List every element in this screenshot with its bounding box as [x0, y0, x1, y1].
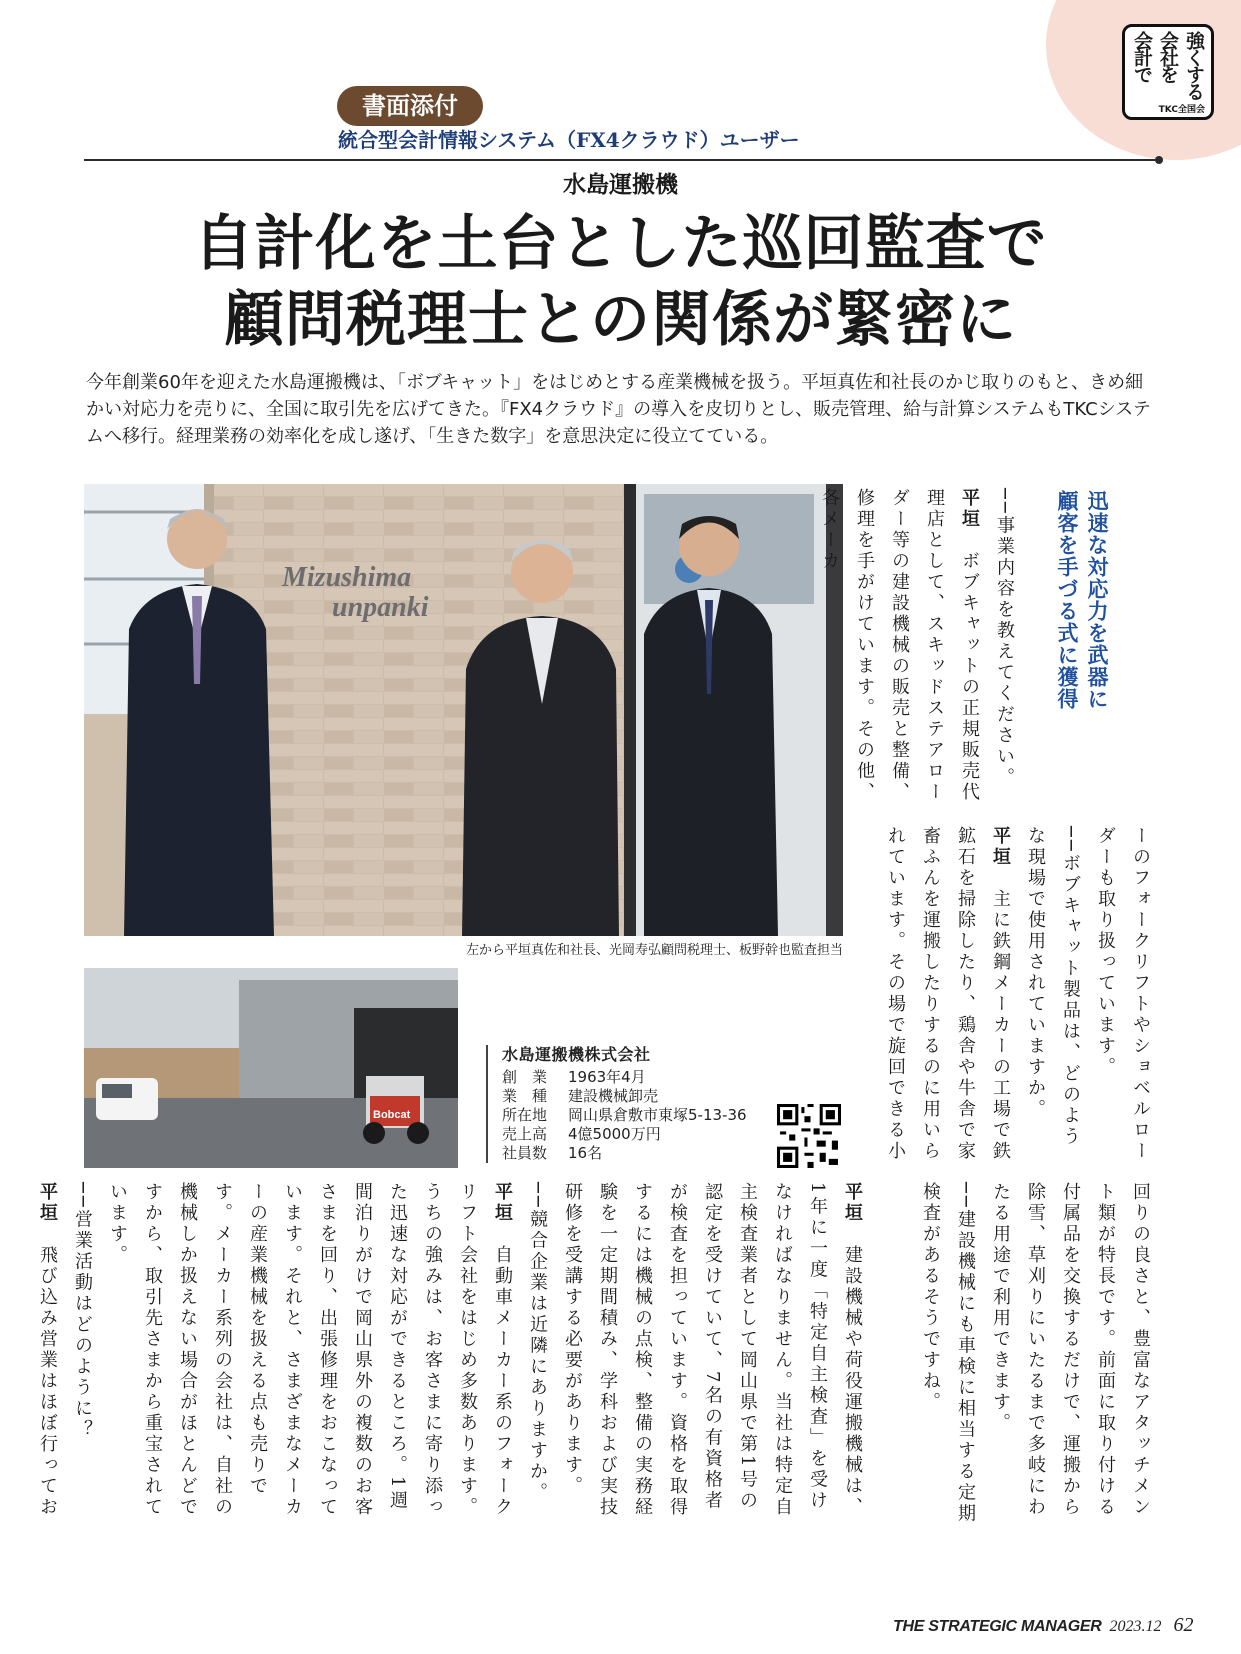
body-column-lower-2 — [37, 1182, 870, 1532]
question: ──競合企業は近隣にありますか。 — [527, 1182, 548, 1504]
answer-continued: 回りの良さと、豊富なアタッチメント類が特長です。前面に取り付ける付属品を交換するだけで、運搬から除雪、草刈りにいたるまで多岐にわたる用途で利用できます。 — [990, 1182, 1151, 1518]
company-info-row: 所在地 岡山県倉敷市東塚5-13-36 — [502, 1106, 747, 1124]
speaker-label: 平垣 — [37, 1182, 58, 1224]
section-heading — [1052, 490, 1112, 730]
magazine-name: THE STRATEGIC MANAGER — [893, 1618, 1102, 1635]
title-line-2: 顧問税理士との関係が緊密に — [224, 285, 1017, 355]
body-column-upper-2 — [872, 826, 1158, 1166]
company-info-row: 社員数 16名 — [502, 1144, 603, 1162]
body-column-upper-1 — [819, 488, 1022, 808]
main-photo — [84, 484, 843, 936]
section-heading-line-2: 顧客を手づる式に獲得 — [1055, 490, 1079, 710]
speaker-label: 平垣 — [492, 1182, 513, 1224]
issue-date: 2023.12 — [1109, 1618, 1162, 1635]
machine-label: Bobcat — [373, 1109, 411, 1121]
photo-caption: 左から平垣真佐和社長、光岡寿弘顧問税理士、板野幹也監査担当 — [465, 943, 843, 958]
qr-code[interactable] — [777, 1104, 841, 1168]
header-rule — [84, 159, 1158, 161]
answer-continued: ーのフォークリフトやショベルローダーも取り扱っています。 — [1095, 826, 1151, 1162]
answer: 平垣 飛び込み営業はほぼ行ってお — [37, 1182, 58, 1518]
answer: 平垣 主に鉄鋼メーカーの工場で鉄鉱石を掃除したり、鶏舎や牛舎で家畜ふんを運搬したりするのに用いられています。その場で旋回できる小 — [885, 826, 1011, 1162]
speaker-label: 平垣 — [842, 1182, 863, 1224]
main-photo-illustration — [84, 484, 843, 936]
category-tag: 書面添付 — [337, 86, 483, 126]
speaker-label: 平垣 — [990, 826, 1011, 868]
sign-text-2: unpanki — [332, 592, 429, 623]
article-title — [0, 206, 1241, 358]
company-info-name: 水島運搬機株式会社 — [502, 1045, 651, 1064]
company-info-row: 売上高 4億5000万円 — [502, 1125, 661, 1143]
header-rule-dot — [1155, 156, 1163, 164]
question: ──事業内容を教えてください。 — [994, 488, 1015, 789]
building-photo-illustration — [84, 968, 458, 1168]
body-column-lower-1 — [870, 1182, 1158, 1532]
answer: 平垣 ボブキャットの正規販売代理店として、スキッドステアローダー等の建設機械の販売と整備、修理を手がけています。その他、各メーカ — [819, 488, 980, 803]
question: ──営業活動はどのように？ — [72, 1182, 93, 1441]
page-footer — [893, 1614, 1194, 1637]
title-line-1: 自計化を土台とした巡回監査で — [193, 209, 1048, 279]
article-subtitle: 統合型会計情報システム（FX4クラウド）ユーザー — [338, 128, 800, 152]
question: ──建設機械にも車検に相当する定期検査があるそうですね。 — [920, 1182, 976, 1525]
series-logo-line3: 強くする — [1183, 31, 1205, 99]
speaker-label: 平垣 — [959, 488, 980, 530]
series-logo-org: TKC全国会 — [1158, 105, 1205, 115]
lead-paragraph: 今年創業60年を迎えた水島運搬機は、「ボブキャット」をはじめとする産業機械を扱う。平垣真佐和社長のかじ取りのもと、きめ細かい対応力を売りに、全国に取引先を広げてきた。『FX4クラウド』の導入を皮切りとし、販売管理、給与計算システムもTKCシステムへ移行。経理業務の効率化を成し遂げ、「生きた数字」を意思決定に役立てている。 — [86, 372, 1151, 447]
sign-text-1: Mizushima — [282, 562, 412, 593]
series-logo-line1: 会計で — [1131, 31, 1153, 82]
company-info-row: 業 種 建設機械卸売 — [502, 1087, 659, 1105]
series-logo — [1122, 24, 1214, 120]
building-photo — [84, 968, 458, 1168]
section-heading-line-1: 迅速な対応力を武器に — [1085, 490, 1109, 710]
series-logo-line2: 会社を — [1157, 31, 1179, 82]
answer: 平垣 建設機械や荷役運搬機械は、1年に一度「特定自主検査」を受けなければなりません。当社は特定自主検査業者として岡山県で第1号の認定を受けていて、7名の有資格者が検査を担っています。資格を取得するには機械の点検、整備の実務経験を一定期間積み、学科および実技研修を受講する必要があります。 — [562, 1182, 863, 1518]
company-heading: 水島運搬機 — [563, 172, 678, 198]
page-number: 62 — [1173, 1614, 1194, 1636]
company-info-row: 創 業 1963年4月 — [502, 1068, 646, 1086]
answer: 平垣 自動車メーカー系のフォークリフト会社をはじめ多数あります。うちの強みは、お客さまに寄り添った迅速な対応ができるところ。1週間泊りがけで岡山県外の複数のお客さまを回り、出張修理をおこなっています。それと、さまざまなメーカーの産業機械を扱える点も売りです。メーカー系列の会社は、自社の機械しか扱えない場合がほとんどですから、取引先さまから重宝されています。 — [107, 1182, 513, 1518]
question: ──ボブキャット製品は、どのような現場で使用されていますか。 — [1025, 826, 1081, 1148]
